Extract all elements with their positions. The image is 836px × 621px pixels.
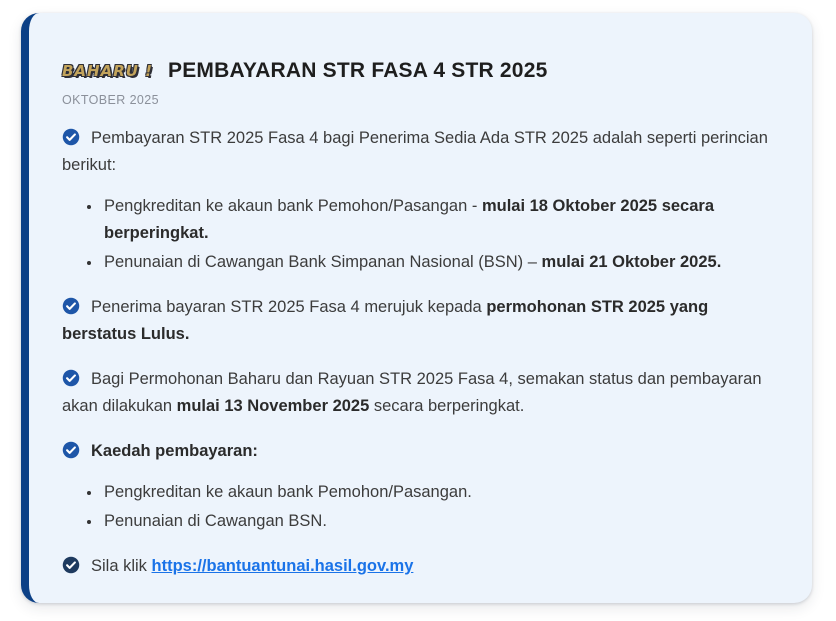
check-item [62, 294, 768, 348]
list-item [102, 193, 768, 247]
text-segment: Pembayaran STR 2025 Fasa 4 bagi Penerima Sedia Ada STR 2025 adalah seperti perincian berikut: [62, 129, 768, 174]
list-item [102, 508, 768, 535]
check-circle-icon [62, 369, 80, 387]
text-segment: Pengkreditan ke akaun bank Pemohon/Pasangan - [104, 197, 482, 215]
notice-header [62, 59, 768, 83]
text-segment: Bagi Permohonan Baharu dan Rayuan STR 2025 Fasa 4, semakan status dan pembayaran akan dilakukan [62, 370, 762, 415]
text-segment: mulai 13 November 2025 [176, 397, 370, 415]
check-circle-icon [62, 297, 80, 315]
check-item [62, 125, 768, 179]
text-segment: Pengkreditan ke akaun bank Pemohon/Pasangan. [104, 483, 472, 501]
text-segment: Penunaian di Cawangan BSN. [104, 512, 327, 530]
notice-content [62, 125, 768, 580]
bantuantunai-link[interactable]: https://bantuantunai.hasil.gov.my [151, 557, 414, 575]
text-segment: mulai 18 Oktober 2025 secara berperingkat. [104, 197, 714, 242]
text-segment: secara berperingkat. [369, 397, 525, 415]
text-segment: permohonan STR 2025 yang berstatus Lulus. [62, 298, 709, 343]
text-segment: Sila klik [91, 557, 152, 575]
sub-bullet-list [62, 193, 768, 276]
check-circle-icon [62, 128, 80, 146]
check-item [62, 438, 768, 465]
page-title: PEMBAYARAN STR FASA 4 STR 2025 [168, 59, 548, 82]
notice-card [21, 13, 812, 603]
list-item [102, 479, 768, 506]
list-item [102, 249, 768, 276]
check-circle-icon [62, 441, 80, 459]
text-segment: Penunaian di Cawangan Bank Simpanan Nasional (BSN) – [104, 253, 542, 271]
check-item [62, 553, 768, 580]
date-label: OKTOBER 2025 [62, 93, 159, 107]
sub-bullet-list [62, 479, 768, 535]
check-circle-icon [62, 556, 80, 574]
check-item [62, 366, 768, 420]
text-segment: Kaedah pembayaran: [91, 442, 258, 460]
text-segment: Penerima bayaran STR 2025 Fasa 4 merujuk kepada [91, 298, 487, 316]
text-segment: mulai 21 Oktober 2025. [541, 253, 722, 271]
baharu-badge: BAHARU ! [62, 62, 153, 80]
